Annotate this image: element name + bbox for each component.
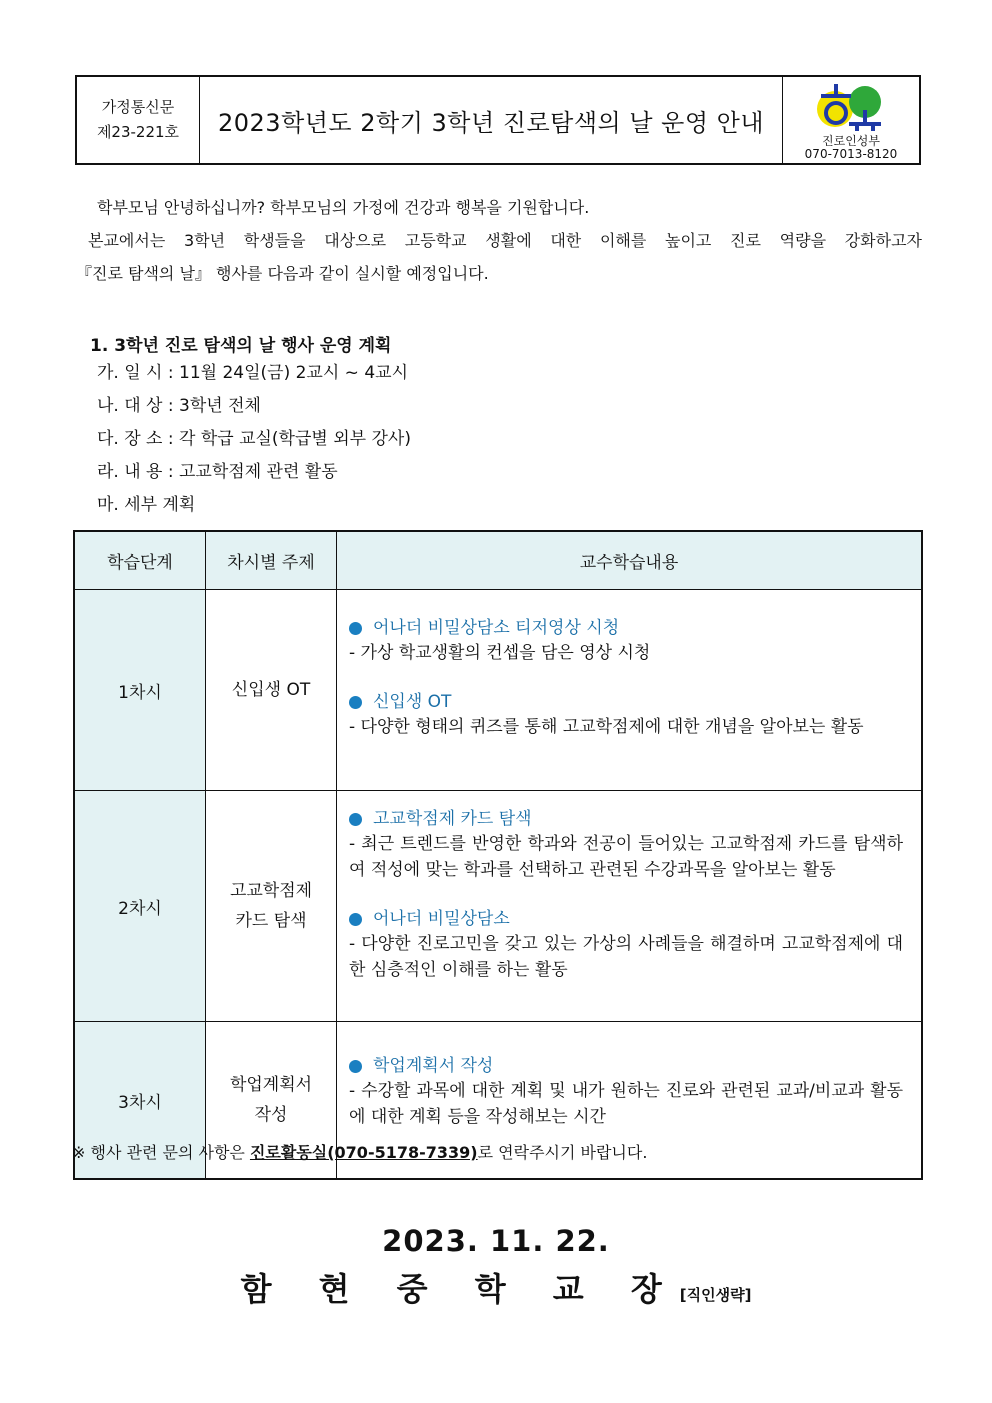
plan-item-date: 가. 일 시 : 11월 24일(금) 2교시 ~ 4교시 (97, 363, 408, 383)
notice-category: 가정통신문 (101, 98, 175, 116)
plan-item-detail: 마. 세부 계획 (97, 495, 196, 515)
seal-note: [직인생략] (679, 1286, 752, 1304)
department-name: 진로인성부 (822, 134, 880, 148)
signer-name: 함 현 중 학 교 장 (240, 1270, 680, 1308)
stage-cell: 1차시 (74, 590, 206, 791)
plan-item-target: 나. 대 상 : 3학년 전체 (97, 396, 261, 416)
topic-line: 작성 (254, 1105, 288, 1125)
topic-line: 신입생 OT (231, 680, 311, 700)
department-logo-box (783, 77, 919, 163)
contact-note (72, 1140, 647, 1163)
content-bullet (349, 616, 903, 640)
table-row (74, 590, 922, 791)
school-logo-icon (815, 82, 887, 132)
intro-line-1: 학부모님 안녕하십니까? 학부모님의 가정에 건강과 행복을 기원합니다. (97, 198, 590, 217)
plan-item-place: 다. 장 소 : 각 학급 교실(학급별 외부 강사) (97, 429, 411, 449)
detail-plan-table (73, 530, 923, 1180)
intro-line-3: 『진로 탐색의 날』 행사를 다음과 같이 실시할 예정입니다. (76, 264, 489, 283)
intro-line-2: 본교에서는 3학년 학생들을 대상으로 고등학교 생활에 대한 이해를 높이고 진로 역량을 강화하고자 (88, 231, 922, 250)
bullet-title: 신입생 OT (373, 692, 452, 712)
topic-cell (206, 590, 337, 791)
bullet-dot-icon (349, 1060, 362, 1073)
header-topic: 차시별 주제 (206, 531, 337, 590)
bullet-dot-icon (349, 696, 362, 709)
bullet-title: 학업계획서 작성 (373, 1056, 494, 1076)
header-content: 교수학습내용 (337, 531, 923, 590)
note-prefix: ※ 행사 관련 문의 사항은 (72, 1143, 250, 1162)
header-stage: 학습단계 (74, 531, 206, 590)
issue-date: 2023. 11. 22. (382, 1224, 610, 1258)
plan-item-content: 라. 내 용 : 고교학점제 관련 활동 (97, 462, 338, 482)
topic-cell (206, 791, 337, 1022)
department-phone: 070-7013-8120 (804, 147, 898, 161)
notice-header (75, 75, 921, 165)
principal-signature (0, 1264, 992, 1310)
bullet-desc: - 최근 트렌드를 반영한 학과와 전공이 들어있는 고교학점제 카드를 탐색하여 적성에 맞는 학과를 선택하고 관련된 수강과목을 알아보는 활동 (349, 834, 903, 880)
bullet-desc: - 가상 학교생활의 컨셉을 담은 영상 시청 (349, 643, 651, 663)
contact-info: 진로활동실(070-5178-7339) (249, 1143, 478, 1162)
topic-line: 고교학점제 (229, 881, 313, 901)
stage-cell: 2차시 (74, 791, 206, 1022)
bullet-title: 어나더 비밀상담소 (373, 909, 510, 929)
section-title: 1. 3학년 진로 탐색의 날 행사 운영 계획 (90, 336, 392, 356)
bullet-dot-icon (349, 813, 362, 826)
note-suffix: 로 연락주시기 바랍니다. (477, 1143, 648, 1162)
content-bullet (349, 907, 903, 931)
bullet-title: 고교학점제 카드 탐색 (373, 809, 532, 829)
table-row (74, 791, 922, 1022)
content-cell (337, 791, 923, 1022)
bullet-dot-icon (349, 622, 362, 635)
notice-number: 제23-221호 (96, 123, 180, 141)
topic-line: 학업계획서 (229, 1075, 313, 1095)
bullet-desc: - 수강할 과목에 대한 계획 및 내가 원하는 진로와 관련된 교과/비교과 활동에 대한 계획 등을 작성해보는 시간 (349, 1081, 903, 1127)
bullet-dot-icon (349, 913, 362, 926)
page-title: 2023학년도 2학기 3학년 진로탐색의 날 운영 안내 (200, 77, 783, 163)
content-bullet (349, 807, 903, 831)
content-bullet (349, 690, 903, 714)
bullet-title: 어나더 비밀상담소 티저영상 시청 (373, 618, 620, 638)
notice-meta (77, 77, 200, 163)
bullet-desc: - 다양한 형태의 퀴즈를 통해 고교학점제에 대한 개념을 알아보는 활동 (349, 717, 864, 737)
stage-cell: 3차시 (74, 1022, 206, 1180)
topic-line: 카드 탐색 (235, 911, 307, 931)
content-bullet (349, 1054, 903, 1078)
content-cell (337, 590, 923, 791)
table-header-row (74, 531, 922, 590)
bullet-desc: - 다양한 진로고민을 갖고 있는 가상의 사례들을 해결하며 고교학점제에 대한 심층적인 이해를 하는 활동 (349, 934, 903, 980)
